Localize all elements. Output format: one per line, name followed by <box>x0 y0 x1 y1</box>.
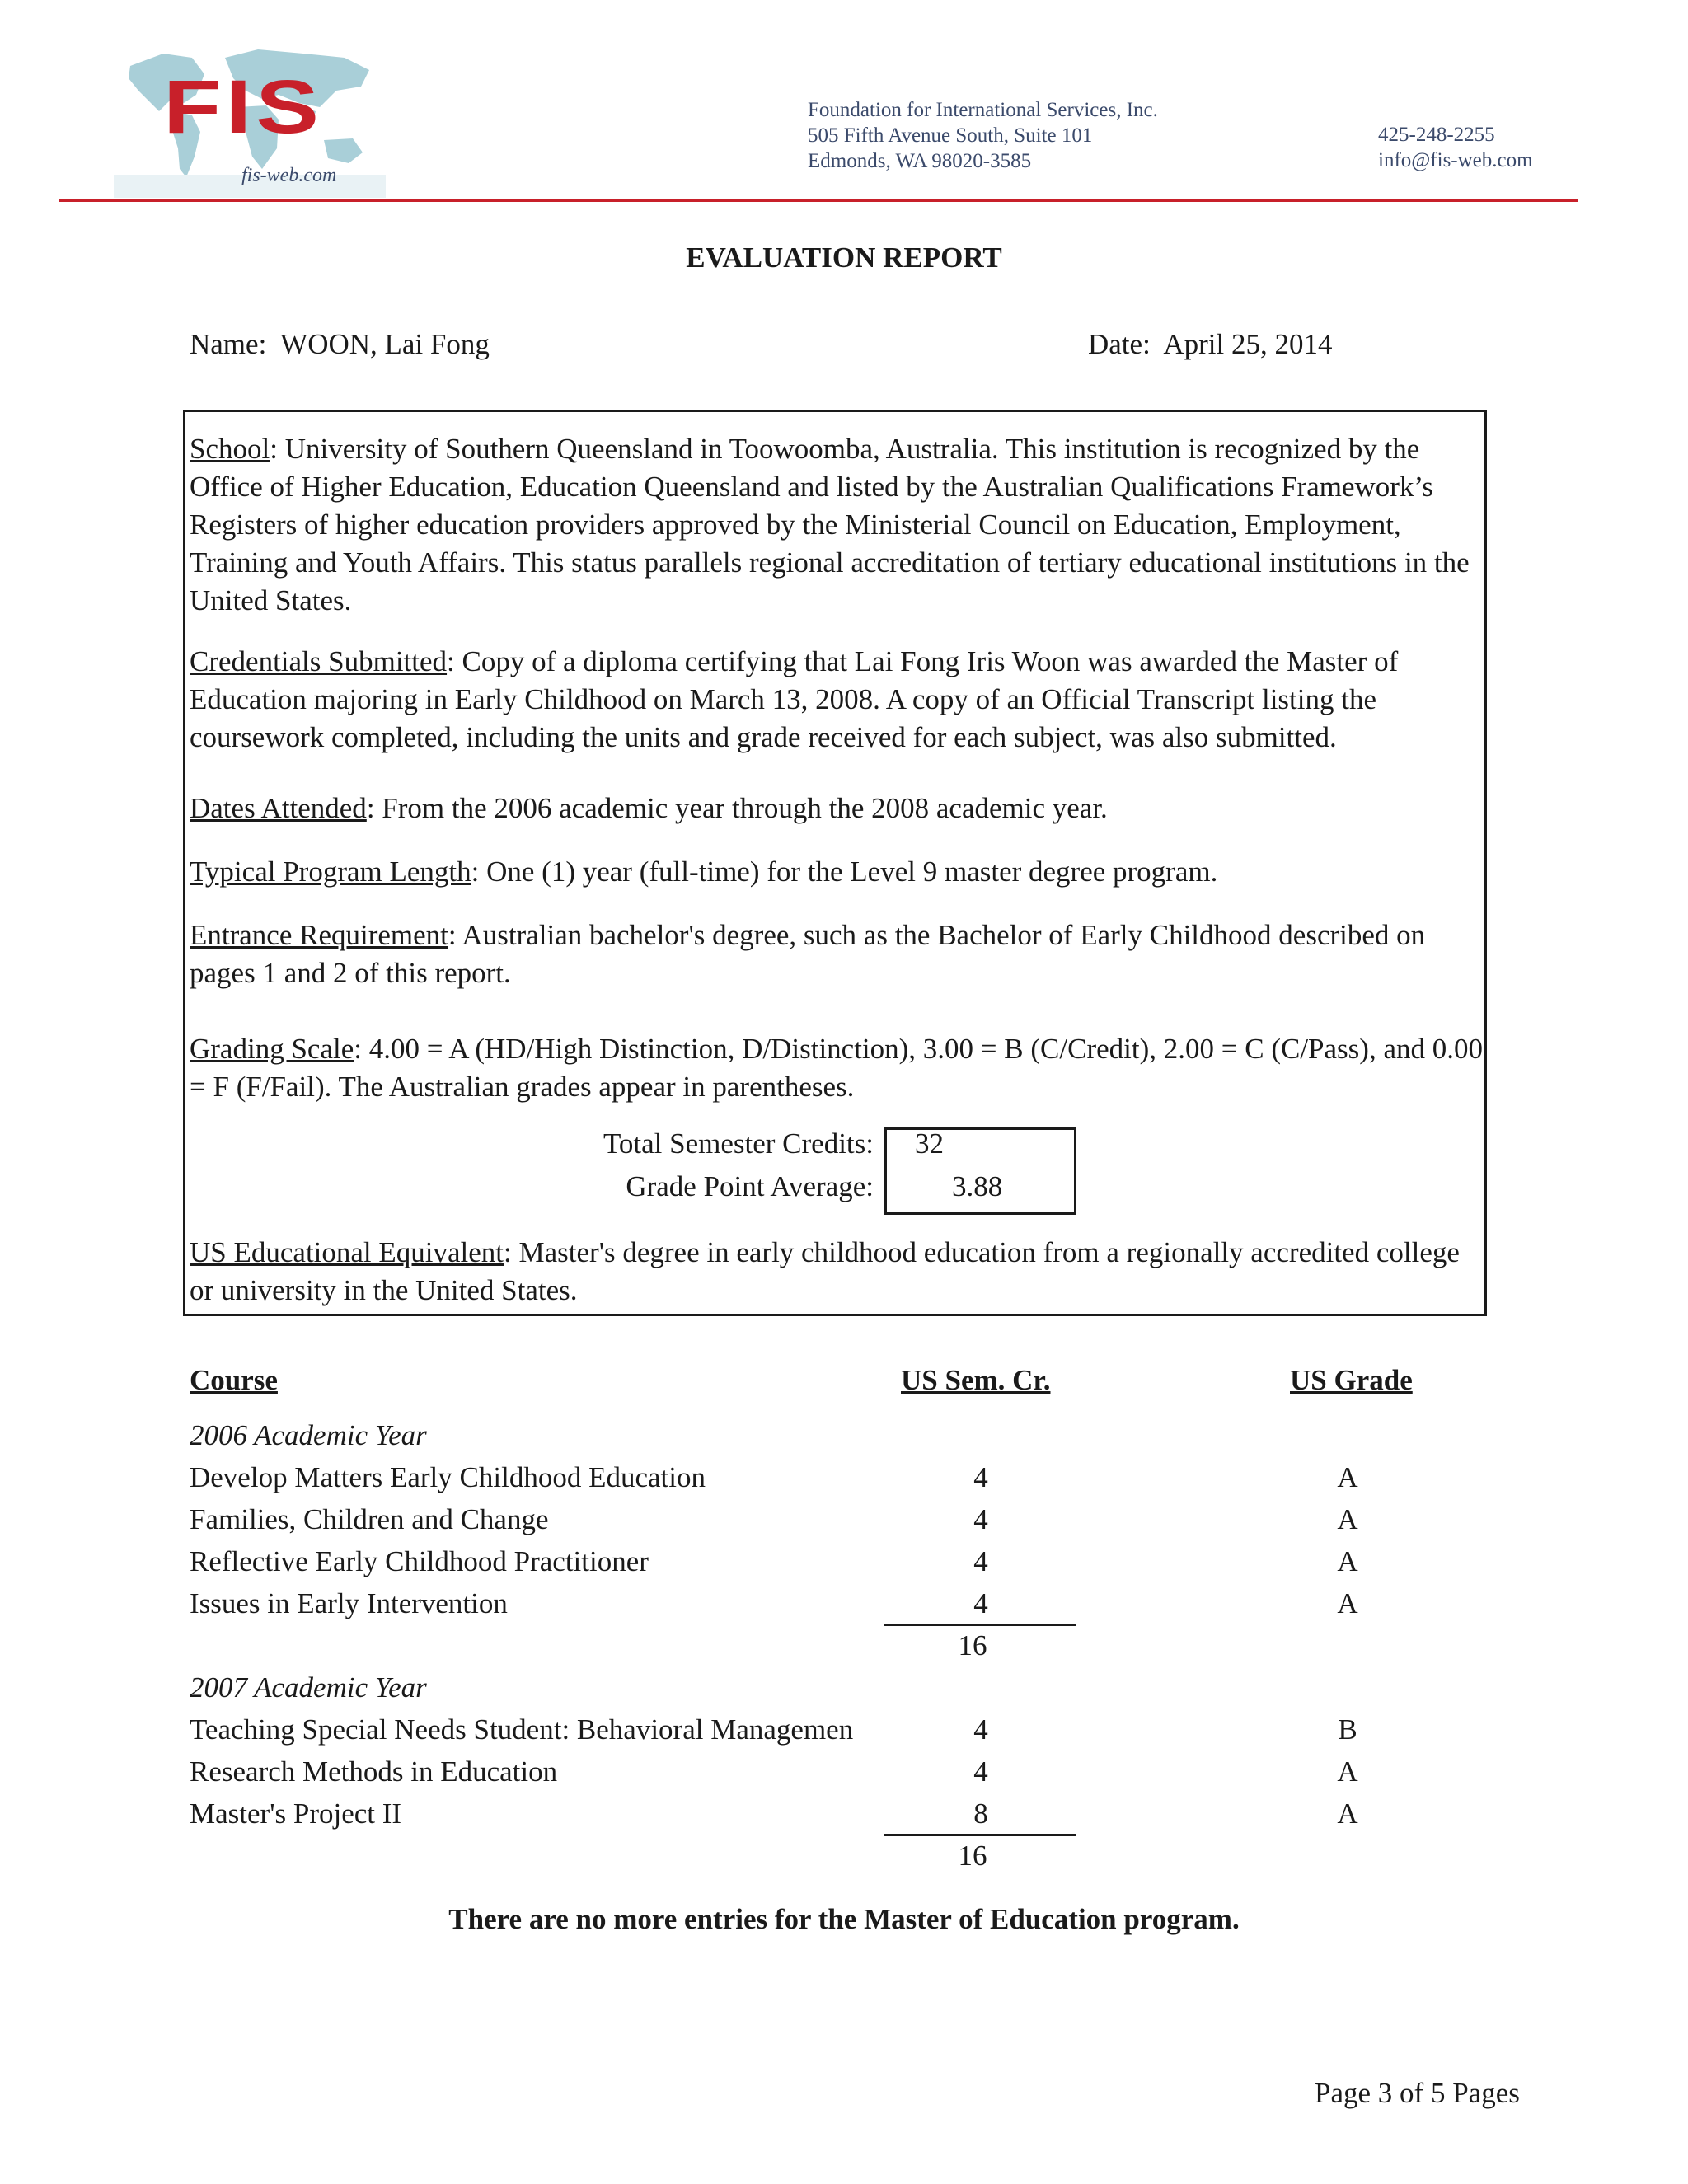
entrance-label: Entrance Requirement <box>190 919 448 951</box>
course-grade: A <box>1337 1797 1358 1830</box>
course-credits: 4 <box>973 1755 988 1788</box>
entrance-text: : Australian bachelor's degree, such as the Bachelor of Early Childhood described on pages 1 and 2 of this report. <box>190 919 1426 989</box>
dates-attended-text: : From the 2006 academic year through the 2008 academic year. <box>366 792 1108 824</box>
us-equivalent-text: : Master's degree in early childhood education from a regionally accredited college or university in the United States. <box>190 1236 1460 1306</box>
address-line-2: Edmonds, WA 98020-3585 <box>808 150 1032 172</box>
us-equivalent-label: US Educational Equivalent <box>190 1236 504 1268</box>
course-grade: B <box>1338 1713 1357 1746</box>
name-value: WOON, Lai Fong <box>280 328 490 360</box>
date-label: Date: <box>1088 328 1151 360</box>
course-name: Develop Matters Early Childhood Education <box>190 1461 706 1493</box>
course-name: Families, Children and Change <box>190 1503 549 1535</box>
course-name: Teaching Special Needs Student: Behavioral Managemen <box>190 1713 854 1746</box>
course-name: Master's Project II <box>190 1797 402 1830</box>
total-credits-label: Total Semester Credits: <box>603 1127 874 1160</box>
course-name: Issues in Early Intervention <box>190 1587 508 1619</box>
grading-scale-paragraph <box>190 1030 1484 1106</box>
course-grade: A <box>1337 1587 1358 1619</box>
school-label: School <box>190 433 270 465</box>
credentials-paragraph <box>190 643 1484 757</box>
name-row <box>190 326 490 363</box>
address-line-1: 505 Fifth Avenue South, Suite 101 <box>808 124 1093 147</box>
program-length-paragraph <box>190 853 1484 891</box>
course-column-header: Course <box>190 1364 278 1396</box>
email-address: info@fis-web.com <box>1378 149 1533 171</box>
dates-attended-paragraph <box>190 790 1484 827</box>
credentials-label: Credentials Submitted <box>190 645 448 677</box>
course-name: Research Methods in Education <box>190 1755 558 1788</box>
date-value: April 25, 2014 <box>1163 328 1333 360</box>
total-credits-value: 32 <box>915 1127 944 1160</box>
report-title: EVALUATION REPORT <box>686 241 1002 274</box>
course-grade: A <box>1337 1545 1358 1577</box>
grade-column-header: US Grade <box>1290 1364 1413 1396</box>
contact-block <box>1378 122 1533 173</box>
page-number: Page 3 of 5 Pages <box>1315 2077 1520 2109</box>
name-label: Name: <box>190 328 267 360</box>
header-divider <box>59 199 1578 202</box>
program-length-text: : One (1) year (full-time) for the Level 9 master degree program. <box>471 855 1218 888</box>
year-2007-subtotal: 16 <box>958 1840 987 1872</box>
course-credits: 8 <box>973 1797 988 1830</box>
course-grade: A <box>1337 1461 1358 1493</box>
phone-number: 425-248-2255 <box>1378 124 1495 146</box>
entrance-paragraph <box>190 916 1484 992</box>
course-grade: A <box>1337 1755 1358 1788</box>
grading-scale-label: Grading Scale <box>190 1033 354 1065</box>
subtotal-rule <box>884 1624 1076 1626</box>
date-row <box>1088 326 1333 363</box>
school-paragraph <box>190 430 1484 620</box>
dates-attended-label: Dates Attended <box>190 792 367 824</box>
course-name: Reflective Early Childhood Practitioner <box>190 1545 649 1577</box>
year-2006-subtotal: 16 <box>958 1629 987 1661</box>
fis-logo <box>114 33 394 198</box>
program-length-label: Typical Program Length <box>190 855 471 888</box>
course-credits: 4 <box>973 1461 988 1493</box>
logo-wordmark: FIS <box>163 65 323 149</box>
credentials-text: : Copy of a diploma certifying that Lai Fong Iris Woon was awarded the Master of Education majoring in Early Childhood on March 13, 2008. A copy of an Official Transcript listing the coursework completed, including the units and grade received for each subject, was also submitted. <box>190 645 1399 753</box>
course-credits: 4 <box>973 1587 988 1619</box>
school-text: : University of Southern Queensland in Toowoomba, Australia. This institution is recognized by the Office of Higher Education, Education Queensland and listed by the Australian Qualifications Framework’s Registers of higher education providers approved by the Ministerial Council on Education, Employment, Training and Youth Affairs. This status parallels regional accreditation of tertiary educational institutions in the United States. <box>190 433 1470 616</box>
credits-column-header: US Sem. Cr. <box>901 1364 1051 1396</box>
us-equivalent-paragraph <box>190 1234 1484 1310</box>
subtotal-rule <box>884 1834 1076 1836</box>
org-name: Foundation for International Services, Inc. <box>808 99 1158 121</box>
course-grade: A <box>1337 1503 1358 1535</box>
year-2007-label: 2007 Academic Year <box>190 1671 427 1704</box>
gpa-value: 3.88 <box>952 1170 1003 1202</box>
org-address-block <box>808 97 1158 174</box>
course-credits: 4 <box>973 1713 988 1746</box>
closing-statement: There are no more entries for the Master of Education program. <box>448 1903 1240 1935</box>
gpa-label: Grade Point Average: <box>626 1170 874 1202</box>
course-credits: 4 <box>973 1503 988 1535</box>
grading-scale-text: : 4.00 = A (HD/High Distinction, D/Distinction), 3.00 = B (C/Credit), 2.00 = C (C/Pass), and 0.00 = F (F/Fail). The Australian grades appear in parentheses. <box>190 1033 1483 1103</box>
year-2006-label: 2006 Academic Year <box>190 1419 427 1451</box>
course-credits: 4 <box>973 1545 988 1577</box>
logo-website: fis-web.com <box>241 165 337 186</box>
